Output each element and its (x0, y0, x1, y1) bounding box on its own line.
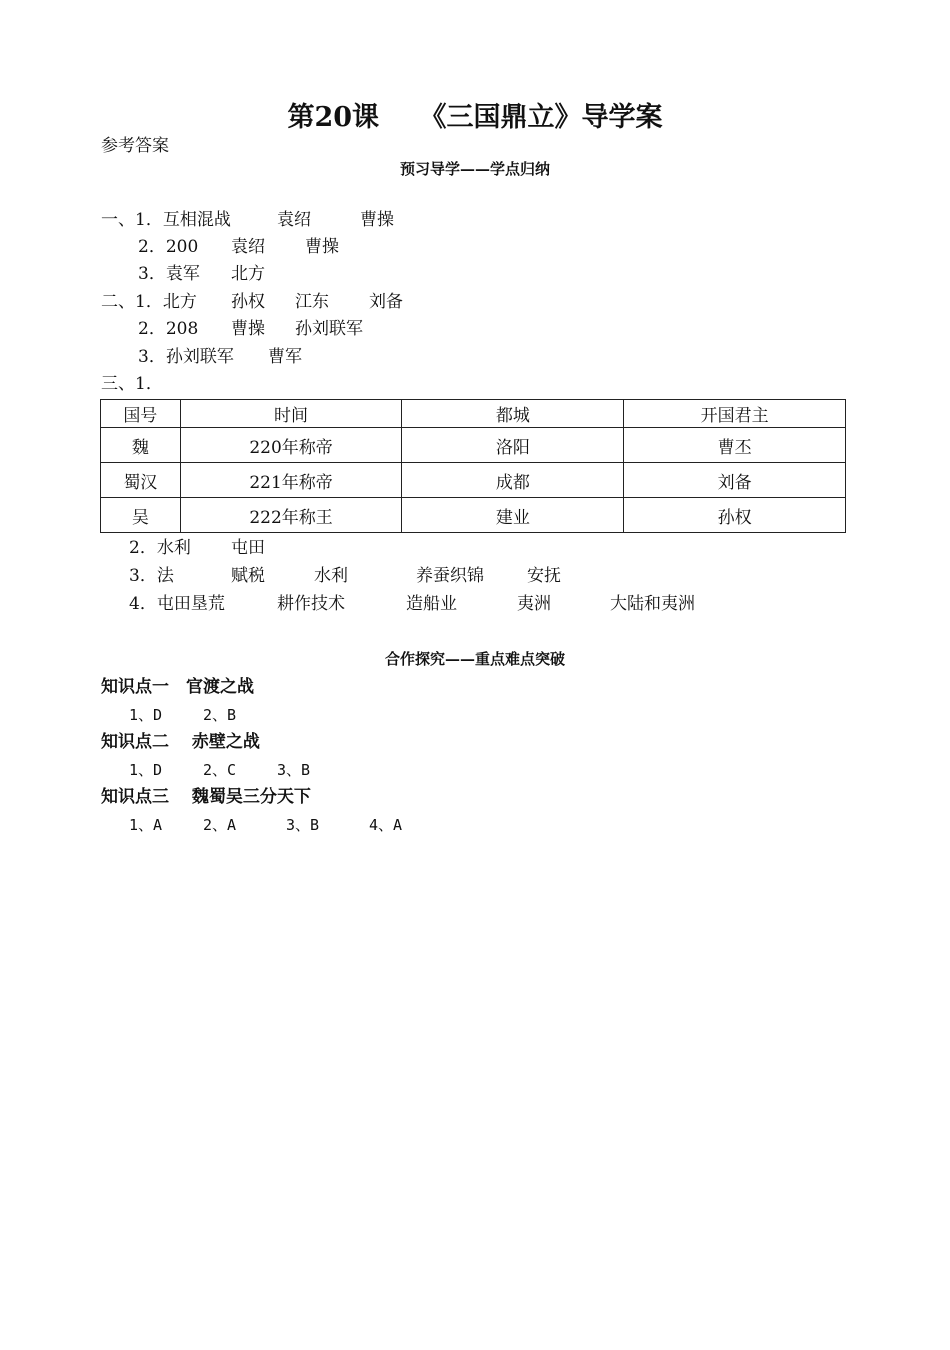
table-cell: 成都 (402, 463, 624, 498)
knowledge-point-title: 知识点二 赤壁之战 (101, 732, 260, 752)
table-cell: 魏 (101, 428, 181, 463)
table-row (101, 428, 846, 463)
page-title: 第20课 《三国鼎立》导学案 (287, 102, 663, 133)
table-cell: 刘备 (624, 463, 846, 498)
answer-line: 3．孙刘联军 曹军 (138, 347, 302, 367)
answer-line: 三、1． (101, 374, 163, 394)
table-cell: 220年称帝 (180, 428, 402, 463)
table-cell: 孙权 (624, 498, 846, 533)
table-cell: 221年称帝 (180, 463, 402, 498)
answer-key-label: 参考答案 (101, 136, 169, 156)
table-cell: 洛阳 (402, 428, 624, 463)
table-cell: 蜀汉 (101, 463, 181, 498)
knowledge-point-title: 知识点三 魏蜀吴三分天下 (101, 787, 311, 807)
answer-line: 一、1．互相混战 袁绍 曹操 (101, 210, 394, 230)
answer-line: 二、1．北方 孙权 江东 刘备 (101, 292, 403, 312)
section-heading-preview: 预习导学——学点归纳 (399, 160, 550, 178)
section-heading-explore: 合作探究——重点难点突破 (384, 650, 565, 668)
three-kingdoms-table (100, 399, 846, 533)
table-header-row (101, 400, 846, 428)
answer-line: 3．法 赋税 水利 养蚕织锦 安抚 (129, 566, 561, 586)
table-cell: 曹丕 (624, 428, 846, 463)
answer-line: 2．208 曹操 孙刘联军 (138, 319, 363, 339)
answer-line: 2．200 袁绍 曹操 (138, 237, 339, 257)
table-cell: 222年称王 (180, 498, 402, 533)
answer-line: 1、A 2、A 3、B 4、A (129, 816, 403, 834)
table-row (101, 463, 846, 498)
table-row (101, 498, 846, 533)
table-cell: 吴 (101, 498, 181, 533)
answer-line: 3．袁军 北方 (138, 264, 265, 284)
table-header: 时间 (180, 400, 402, 428)
answer-line: 4．屯田垦荒 耕作技术 造船业 夷洲 大陆和夷洲 (129, 594, 695, 614)
answer-line: 2．水利 屯田 (129, 538, 265, 558)
table-header: 开国君主 (624, 400, 846, 428)
table-header: 国号 (101, 400, 181, 428)
knowledge-point-title: 知识点一 官渡之战 (101, 677, 254, 697)
table-cell: 建业 (402, 498, 624, 533)
answer-line: 1、D 2、B (129, 706, 237, 724)
answer-line: 1、D 2、C 3、B (129, 761, 311, 779)
table-header: 都城 (402, 400, 624, 428)
